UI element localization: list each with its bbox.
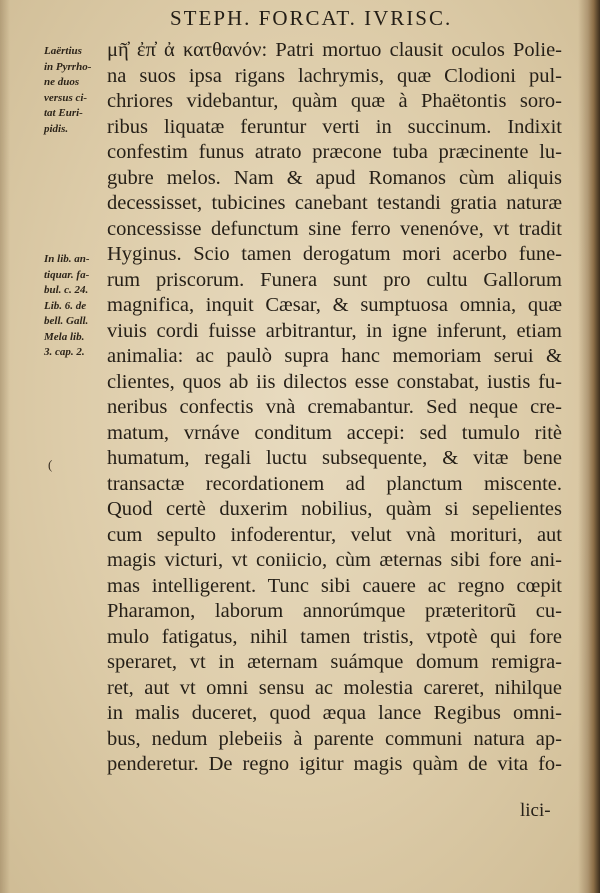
text-line: humatum, regali luctu subsequente, & vitæ bene: [107, 447, 562, 469]
margin-mark: (: [48, 457, 53, 472]
text-line: clientes, quos ab iis dilectos esse constabat, iustis fu-: [107, 370, 562, 393]
catchword: lici-: [520, 800, 551, 821]
margin-note-line: versus ci-: [44, 91, 88, 104]
margin-note-references: [44, 252, 108, 361]
text-line: bus, nedum plebeiis à parente communi natura ap-: [107, 727, 562, 750]
text-line: speraret, vt in æternam suámque domum remigra-: [107, 651, 562, 673]
margin-note-line: bell. Gall.: [44, 315, 89, 327]
text-line: matum, vrnáve conditum accepi: sed tumulo ritè: [107, 421, 562, 444]
text-line: mas intelligerent. Tunc sibi cauere ac regno cœpit: [107, 574, 562, 597]
text-line: magnifica, inquit Cæsar, & sumptuosa omnia, quæ: [107, 294, 562, 316]
page-edge-shadow: [578, 0, 600, 893]
margin-note-line: 3. cap. 2.: [44, 346, 85, 358]
text-line: confestim funus atrato præcone tuba præcinente lu-: [107, 141, 562, 163]
text-line: Quod certè duxerim nobilius, quàm si sepelientes: [107, 498, 562, 520]
text-line: neribus confectis vnà cremabantur. Sed neque cre-: [107, 396, 562, 418]
page-gutter-shadow: [0, 0, 10, 893]
margin-note-line: Lib. 6. de: [44, 299, 87, 312]
text-line: Pharamon, laborum annorúmque præteritorũ cu-: [107, 600, 562, 622]
margin-note-line: Mela lib.: [44, 330, 85, 343]
margin-note-line: tiquar. fa-: [44, 268, 90, 281]
text-line: chriores videbantur, quàm quæ à Phaëtontis soro-: [107, 90, 562, 112]
text-line: transactæ recordationem ad planctum miscente.: [107, 472, 562, 495]
text-line: rum priscorum. Funera sunt pro cultu Gallorum: [107, 268, 562, 291]
margin-note-laertius: [44, 44, 108, 137]
text-line: magis victuri, vt coniicio, cùm æternas sibi fore ani-: [107, 549, 562, 571]
text-line: concessisse defunctum sine ferro venenóve, vt tradit: [107, 217, 562, 240]
margin-note-line: ne duos: [44, 76, 80, 88]
text-line: in malis duceret, quod æqua lance Regibus omni-: [107, 702, 562, 724]
text-line: animalia: ac paulò supra hanc memoriam serui &: [107, 345, 562, 367]
text-line: viuis cordi fuisse arbitrantur, in igne inferunt, etiam: [107, 319, 562, 342]
margin-note-line: bul. c. 24.: [44, 284, 89, 296]
text-line: na suos ipsa rigans lachrymis, quæ Clodioni pul-: [107, 64, 562, 87]
text-line: penderetur. De regno igitur magis quàm de vita fo-: [107, 753, 562, 775]
running-head: STEPH. FORCAT. IVRISC.: [170, 6, 453, 30]
text-line: gubre melos. Nam & apud Romanos cùm aliquis: [107, 166, 562, 189]
text-line: ret, aut vt omni sensu ac molestia careret, nihilque: [107, 676, 562, 699]
text-line: decessisset, tubicines canebant testandi gratia naturæ: [107, 192, 562, 214]
margin-note-line: Laërtius: [44, 45, 82, 57]
margin-note-line: in Pyrrho-: [44, 60, 92, 73]
text-line: Hyginus. Scio tamen derogatum mori acerbo fune-: [107, 243, 562, 265]
margin-note-line: pidis.: [44, 122, 69, 135]
body-text: [107, 38, 562, 778]
text-line: ribus liquatæ feruntur verti in succinum. Indixit: [107, 115, 562, 138]
margin-note-line: tat Euri-: [44, 107, 83, 119]
text-line: μῆ̓ ἐπ̓ ἀ κατθανόν: Patri mortuo clausit oculos Polie-: [107, 39, 562, 61]
text-line: mulo fatigatus, nihil tamen tristis, vtpotè qui fore: [107, 625, 562, 648]
text-line: cum sepulto infoderentur, velut vnà morituri, aut: [107, 523, 562, 546]
margin-note-line: In lib. an-: [44, 253, 90, 265]
